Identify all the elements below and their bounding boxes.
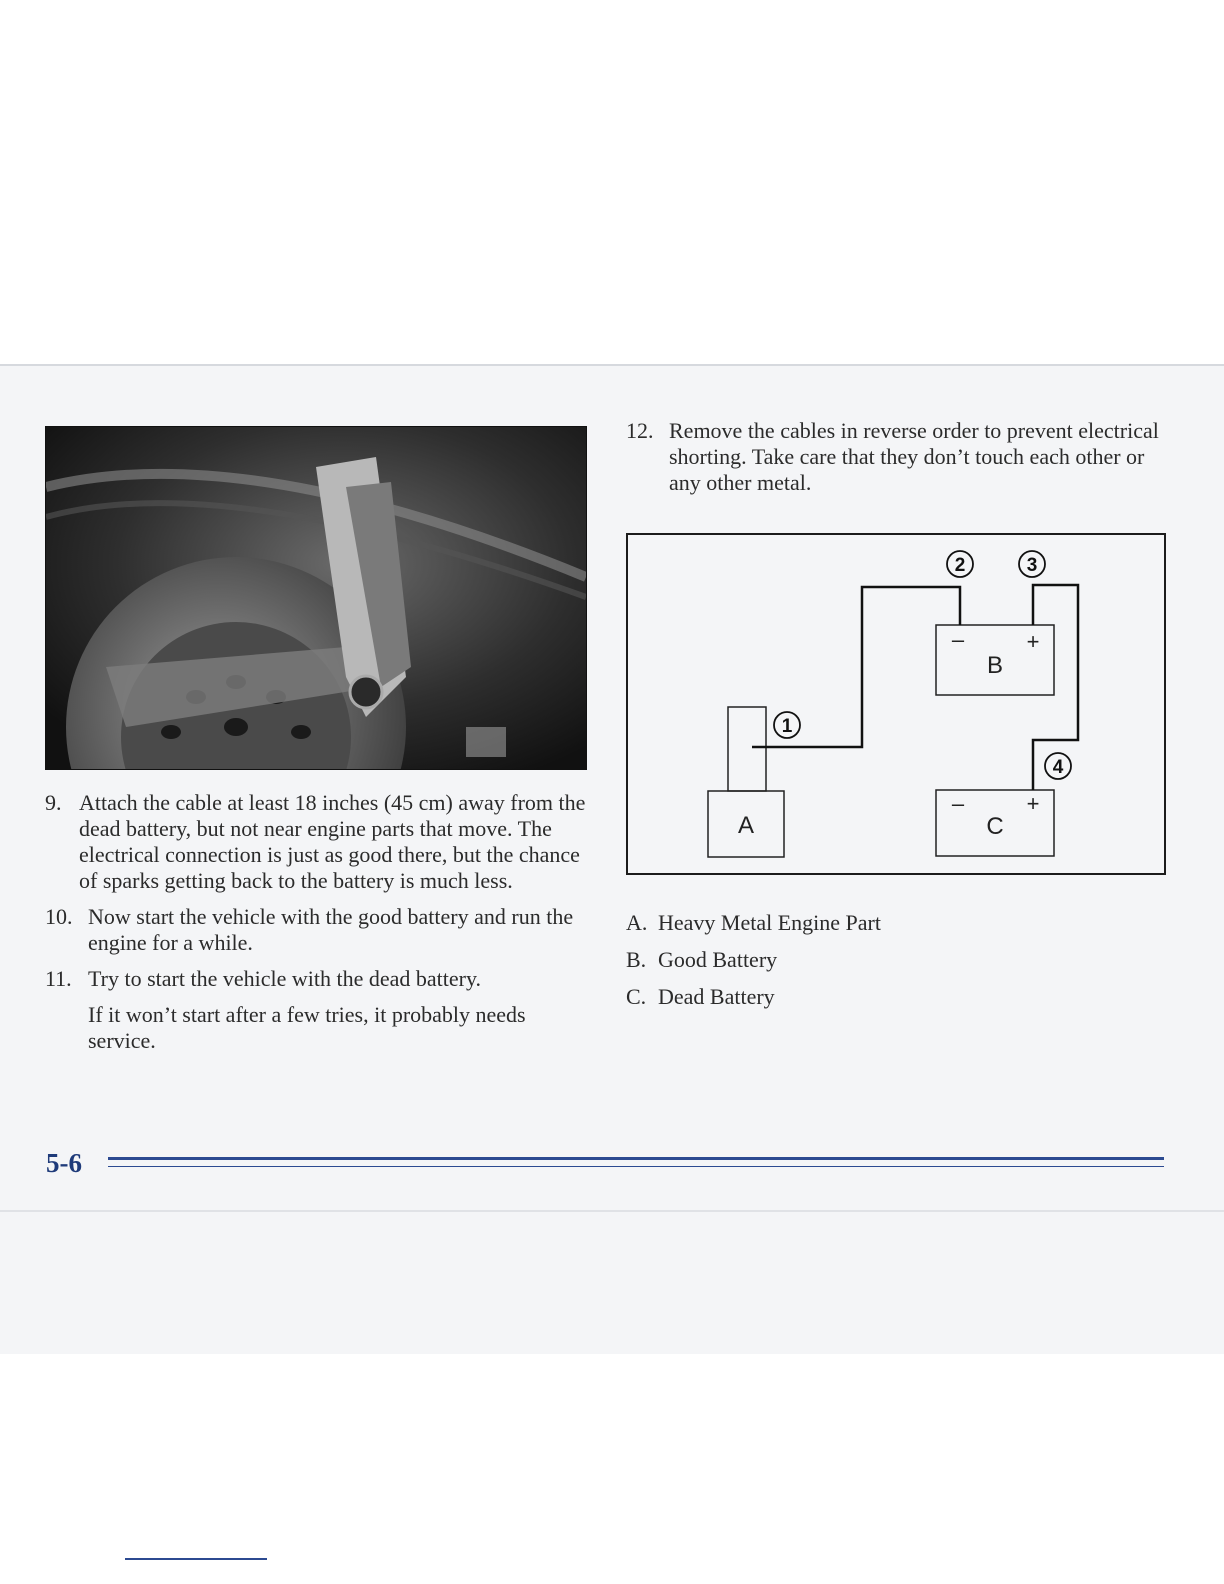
legend-label: Dead Battery <box>658 984 775 1009</box>
page-top-edge <box>0 364 1224 366</box>
steps-left-column <box>45 790 590 1054</box>
bottom-divider <box>125 1558 267 1560</box>
step-text: Try to start the vehicle with the dead battery. <box>88 966 482 991</box>
steps-right-column <box>626 418 1166 506</box>
battery-c-negative: – <box>951 791 965 816</box>
legend-label: Heavy Metal Engine Part <box>658 910 881 935</box>
engine-part-post <box>728 707 766 791</box>
diagram-legend <box>626 910 1166 1021</box>
label-b: B <box>986 652 1004 679</box>
step-number: 9. <box>45 790 62 815</box>
battery-c-positive: + <box>1026 791 1040 816</box>
legend-key: C. <box>626 984 647 1009</box>
legend-key: A. <box>626 910 648 935</box>
marker-3-label: 3 <box>1026 555 1038 576</box>
marker-4 <box>1045 753 1071 779</box>
legend-label: Good Battery <box>658 947 778 972</box>
step-number: 12. <box>626 418 654 443</box>
step-10 <box>45 904 590 956</box>
cable-diagram <box>626 533 1166 875</box>
marker-2 <box>947 551 973 577</box>
marker-3 <box>1019 551 1045 577</box>
page-number: 5-6 <box>46 1148 82 1178</box>
legend-key: B. <box>626 947 647 972</box>
battery-b-negative: – <box>951 627 965 652</box>
footer-rule <box>108 1157 1164 1160</box>
marker-1-label: 1 <box>781 716 793 737</box>
marker-2-label: 2 <box>954 555 966 576</box>
label-a: A <box>737 812 755 839</box>
step-text: Remove the cables in reverse order to prevent electrical shorting. Take care that they don’t touch each other or any other metal. <box>669 418 1159 495</box>
step-text: Attach the cable at least 18 inches (45 cm) away from the dead battery, but not near engine parts that move. The electrical connection is just as good there, but the chance of sparks getting back to the battery is much less. <box>79 790 586 893</box>
footer-rule-thin <box>108 1166 1164 1167</box>
jumper-cable-photo <box>45 426 587 770</box>
step-11 <box>45 966 590 992</box>
legend-item-a <box>626 910 1166 936</box>
marker-4-label: 4 <box>1052 757 1064 778</box>
step-number: 11. <box>45 966 72 991</box>
step-text: Now start the vehicle with the good battery and run the engine for a while. <box>88 904 574 955</box>
marker-1 <box>774 712 800 738</box>
label-c: C <box>986 813 1004 840</box>
step-12 <box>626 418 1166 496</box>
legend-item-c <box>626 984 1166 1010</box>
service-note: If it won’t start after a few tries, it probably needs service. <box>88 1002 526 1053</box>
step-number: 10. <box>45 904 73 929</box>
battery-b-positive: + <box>1026 629 1040 654</box>
page-bottom-edge <box>0 1210 1224 1212</box>
legend-item-b <box>626 947 1166 973</box>
step-9 <box>45 790 590 894</box>
